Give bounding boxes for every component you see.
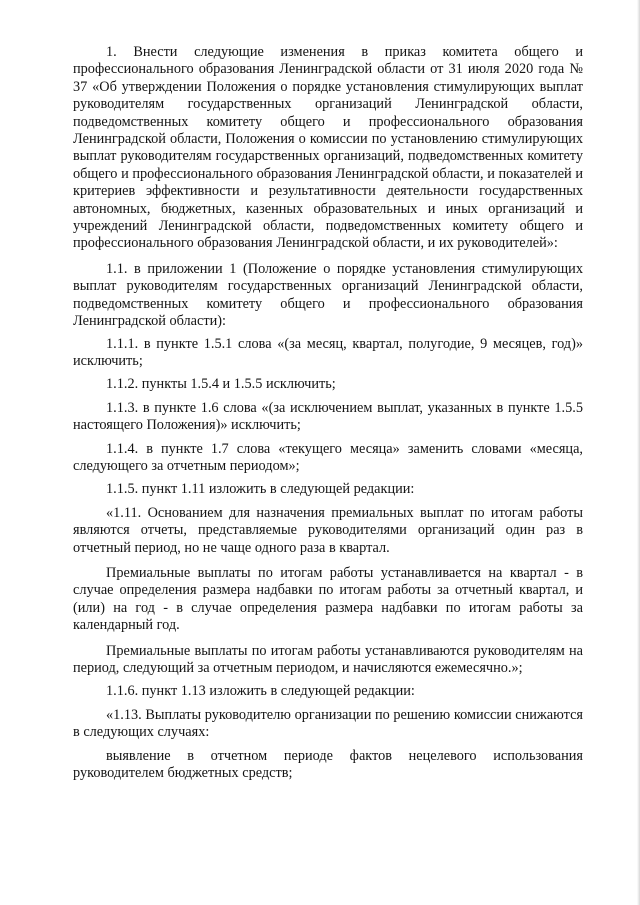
paragraph-premium-period: Премиальные выплаты по итогам работы устанавливается на квартал - в случае определения размера надбавки по итогам работы за отчетный квартал, и (или) на год - в случае определения размера надбавки по итогам работы за календарный год. (73, 564, 583, 634)
paragraph-1-13: «1.13. Выплаты руководителю организации по решению комиссии снижаются в следующих случаях: (73, 706, 583, 741)
paragraph-1-1-5: 1.1.5. пункт 1.11 изложить в следующей редакции: (106, 481, 415, 498)
paragraph-1-1-2: 1.1.2. пункты 1.5.4 и 1.5.5 исключить; (106, 376, 336, 393)
paragraph-1-1: 1.1. в приложении 1 (Положение о порядке установления стимулирующих выплат руководителям государственных организаций Ленинградской области, подведомственных комитету общего и профессионального образования Ленинградской области): (73, 260, 583, 330)
paragraph-1-1-4: 1.1.4. в пункте 1.7 слова «текущего месяца» заменить словами «месяца, следующего за отчетным периодом»; (73, 440, 583, 474)
document-body (73, 44, 583, 788)
paragraph-1: 1. Внести следующие изменения в приказ комитета общего и профессионального образования Ленинградской области от 31 июля 2020 года № 37 «Об утверждении Положения о порядке установления стимулирующих выплат руководителям государственных организаций Ленинградской области, подведомственных комитету общего и профессионального образования Ленинградской области, Положения о комиссии по установлению стимулирующих выплат руководителям государственных организаций, подведомственных комитету общего и профессионального образования Ленинградской области, и показателей и критериев эффективности и результативности деятельности государственных автономных, бюджетных, казенных образовательных и иных организаций и учреждений Ленинградской области, подведомственных комитету общего и профессионального образования Ленинградской области, и их руководителей»: (73, 44, 583, 252)
paragraph-1-1-1: 1.1.1. в пункте 1.5.1 слова «(за месяц, квартал, полугодие, 9 месяцев, год)» исключить; (73, 335, 583, 369)
paragraph-premium-monthly: Премиальные выплаты по итогам работы устанавливаются руководителям на период, следующий за отчетным периодом, и начисляются ежемесячно.»; (73, 642, 583, 676)
paragraph-1-1-6: 1.1.6. пункт 1.13 изложить в следующей редакции: (106, 683, 415, 700)
paragraph-1-11: «1.11. Основанием для назначения премиальных выплат по итогам работы являются отчеты, представляемые руководителями организаций один раз в отчетный период, но не чаще одного раза в квартал. (73, 504, 583, 556)
paragraph-misuse-case: выявление в отчетном периоде фактов нецелевого использования руководителем бюджетных средств; (73, 747, 583, 782)
paragraph-1-1-3: 1.1.3. в пункте 1.6 слова «(за исключением выплат, указанных в пункте 1.5.5 настоящего Положения)» исключить; (73, 399, 583, 434)
